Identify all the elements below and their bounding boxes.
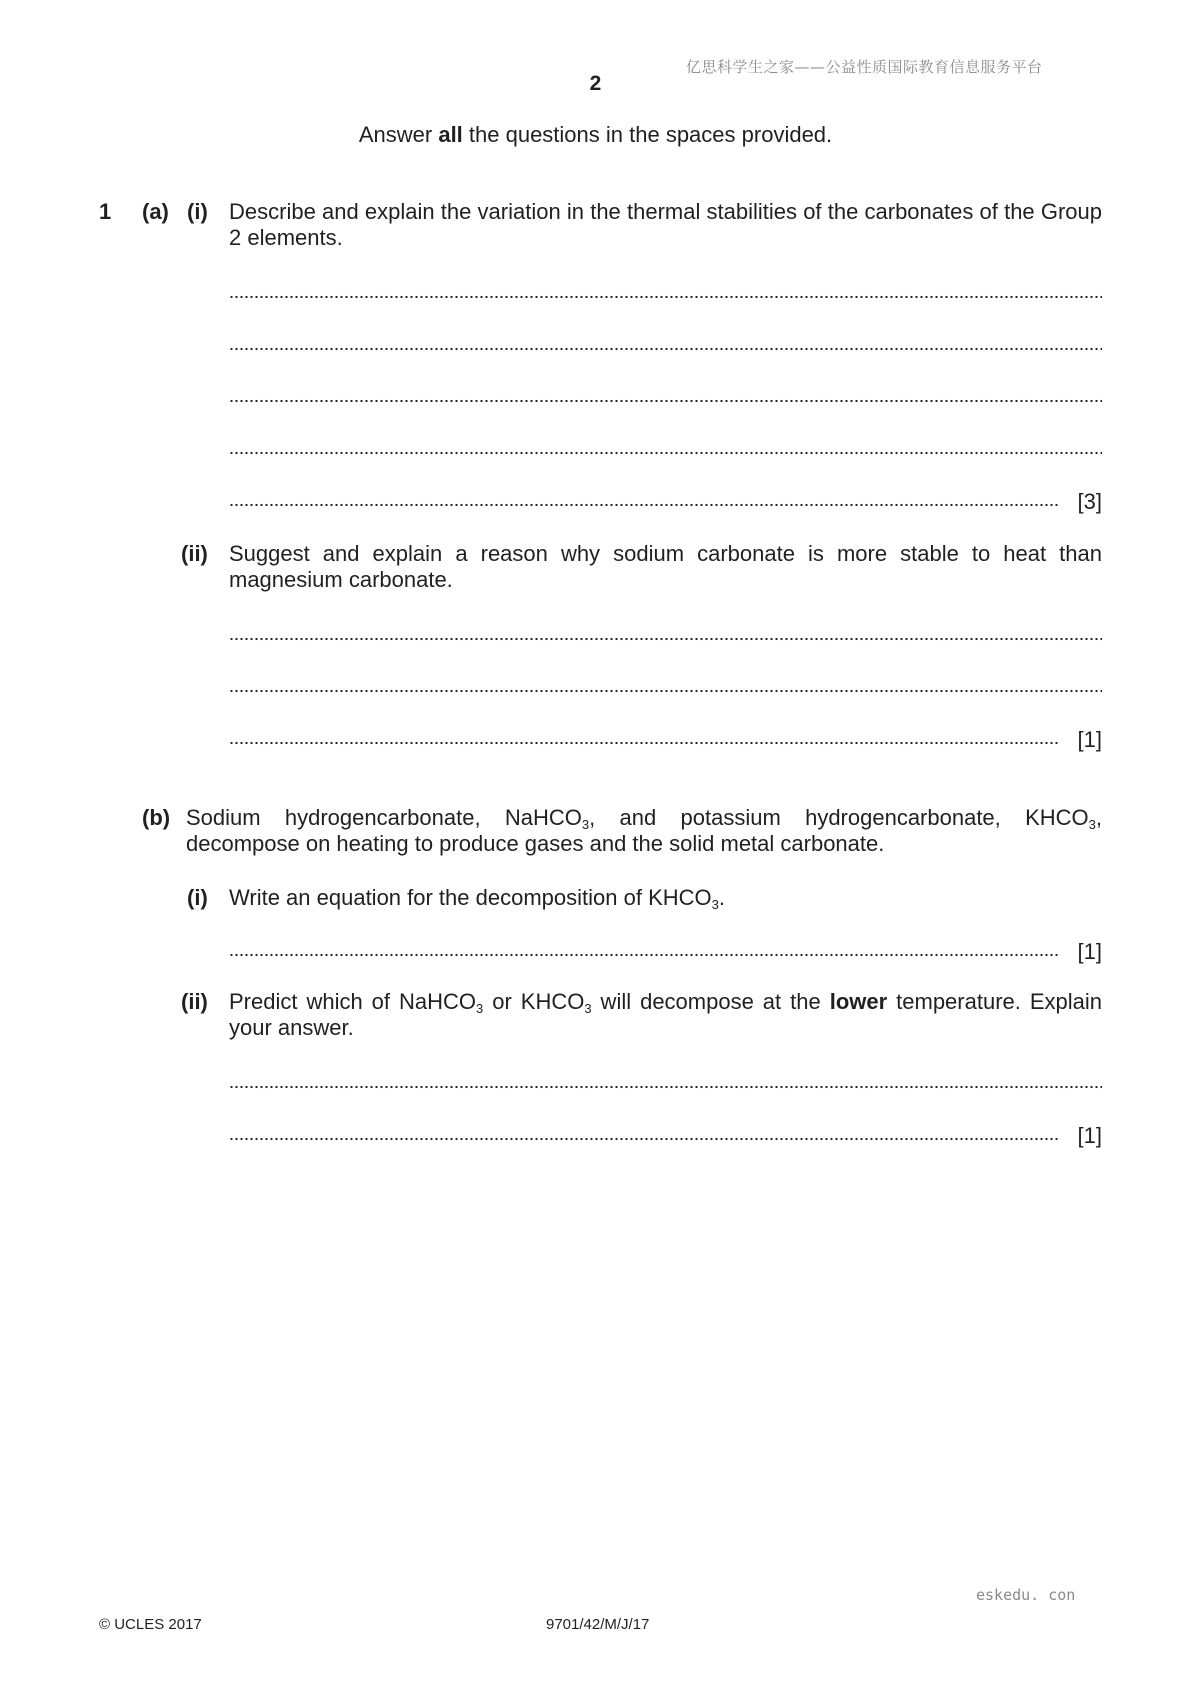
part-b-i-mark: [1] <box>1077 939 1102 964</box>
part-b-text-3: , decompose on heating to produce gases and the solid metal carbonate. <box>186 805 1102 856</box>
part-b-text-1: Sodium hydrogencarbonate, NaHCO <box>186 805 582 830</box>
footer-paper-code: 9701/42/M/J/17 <box>546 1616 650 1633</box>
subscript: 3 <box>584 1001 592 1016</box>
part-b-ii-mark: [1] <box>1077 1123 1102 1148</box>
part-b-i-text <box>229 885 1102 911</box>
part-a-label: (a) <box>142 199 169 224</box>
watermark-header: 亿思科学生之家——公益性质国际教育信息服务平台 <box>686 58 1043 76</box>
part-b-i-label: (i) <box>187 885 208 910</box>
instruction-bold: all <box>438 122 463 147</box>
instruction-text-end: the questions in the spaces provided. <box>462 122 833 147</box>
answer-line <box>229 1085 1102 1089</box>
part-b-label: (b) <box>142 805 171 830</box>
part-b-text-2: , and potassium hydrogencarbonate, KHCO <box>589 805 1089 830</box>
part-a-ii-mark: [1] <box>1077 727 1102 752</box>
answer-line <box>229 953 1059 957</box>
part-b-ii-text-2: or KHCO <box>483 989 585 1014</box>
part-a-ii-text: Suggest and explain a reason why sodium carbonate is more stable to heat than magnesium carbonate. <box>229 541 1102 592</box>
answer-line <box>229 637 1102 641</box>
answer-line <box>229 689 1102 693</box>
part-a-ii-label: (ii) <box>181 541 208 566</box>
answer-line <box>229 295 1102 299</box>
part-b-ii-text <box>229 989 1102 1041</box>
part-b-ii-text-3: will decompose at the <box>591 989 830 1014</box>
subscript: 3 <box>476 1001 484 1016</box>
page-number: 2 <box>589 72 602 95</box>
subscript: 3 <box>1088 817 1096 832</box>
part-b-ii-text-1: Predict which of NaHCO <box>229 989 477 1014</box>
question-number: 1 <box>99 199 112 224</box>
answer-line <box>229 399 1102 403</box>
part-b-text <box>186 805 1102 857</box>
answer-line <box>229 451 1102 455</box>
part-b-ii-text-4: temperature. Explain your answer. <box>229 989 1103 1040</box>
answer-line <box>229 1137 1059 1141</box>
part-b-i-text-1: Write an equation for the decomposition of KHCO <box>229 885 712 910</box>
subscript: 3 <box>581 817 590 832</box>
answer-line <box>229 347 1102 351</box>
part-b-ii-bold: lower <box>829 989 888 1014</box>
instruction <box>0 122 1191 148</box>
answer-line <box>229 503 1059 507</box>
subscript: 3 <box>711 897 719 912</box>
watermark-footer: eskedu. con <box>976 1586 1076 1604</box>
answer-line <box>229 741 1059 745</box>
part-b-i-text-2: . <box>718 885 725 910</box>
part-a-i-mark: [3] <box>1077 489 1102 514</box>
instruction-text-start: Answer <box>358 122 439 147</box>
part-b-ii-label: (ii) <box>181 989 208 1014</box>
footer-copyright: © UCLES 2017 <box>99 1616 202 1633</box>
part-a-i-label: (i) <box>187 199 208 224</box>
part-a-i-text: Describe and explain the variation in the thermal stabilities of the carbonates of the Group 2 elements. <box>229 199 1102 250</box>
